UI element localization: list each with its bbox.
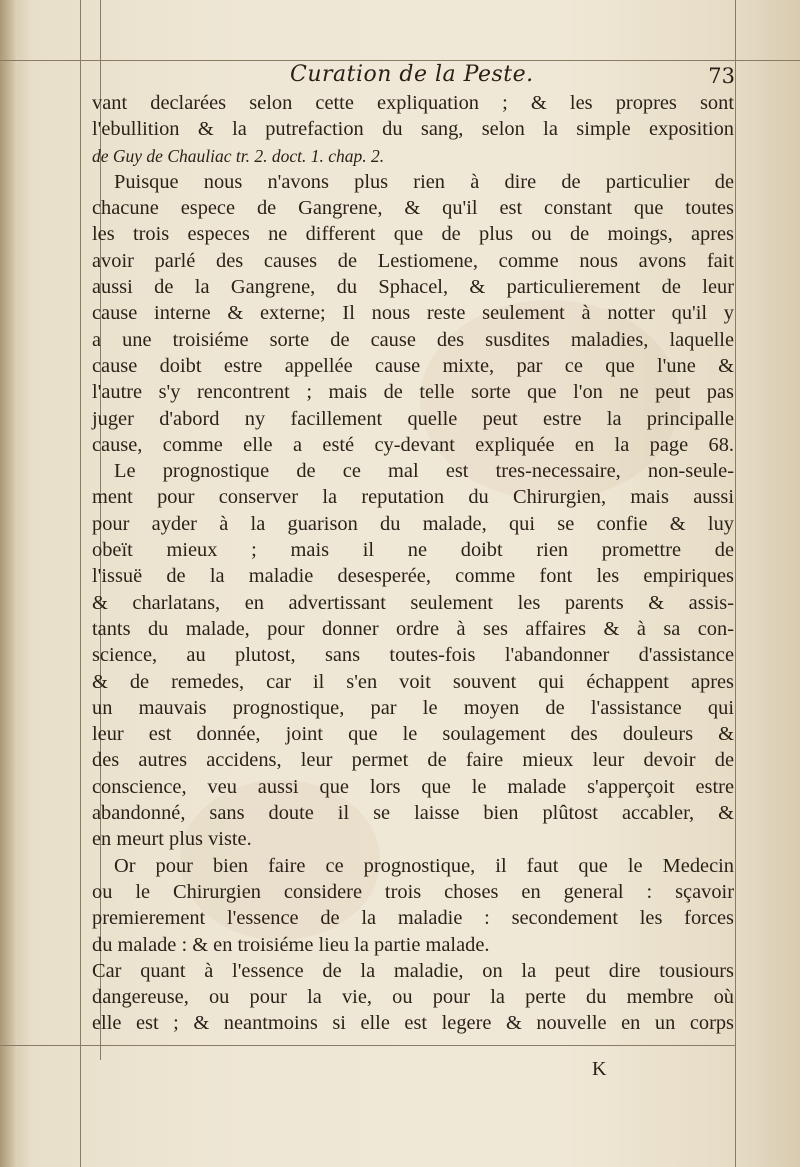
frame-rule-left [80,0,81,1167]
text-line: premierement l'essence de la maladie : secondement les forces [92,907,734,930]
text-line: l'autre s'y rencontrent ; mais de telle sorte que l'on ne peut pas [92,381,734,404]
text-line: & de remedes, car il s'en voit souvent qui échappent apres [92,670,734,693]
text-line: leur est donnée, joint que le soulagement des douleurs & [92,723,734,746]
text-line: chacune espece de Gangrene, & qu'il est constant que toutes [92,197,734,220]
text-line: un mauvais prognostique, par le moyen de l'assistance qui [92,696,734,719]
book-spine [0,0,18,1167]
text-line: du malade : & en troisiéme lieu la partie malade. [92,933,490,956]
text-line: conscience, veu aussi que lors que le malade s'apperçoit estre [92,775,734,798]
text-line: l'ebullition & la putrefaction du sang, selon la simple exposition [92,118,734,141]
text-line: pour ayder à la guarison du malade, qui se confie & luy [92,512,734,535]
text-line: obeït mieux ; mais il ne doibt rien promettre de [92,539,734,562]
text-line: vant declarées selon cette expliquation ; & les propres sont [92,92,734,114]
frame-rule-bottom [0,1045,735,1046]
body-text [92,90,734,1037]
text-line: cause interne & externe; Il nous reste seulement à notter qu'il y [92,302,734,325]
text-line: avoir parlé des causes de Lestiomene, comme nous avons fait [92,249,734,272]
text-line: cause, comme elle a esté cy-devant expliquée en la page 68. [92,433,734,456]
text-line: Le prognostique de ce mal est tres-necessaire, non-seule- [114,460,734,483]
text-line: en meurt plus viste. [92,828,252,851]
signature-mark: K [592,1058,607,1080]
text-line: tants du malade, pour donner ordre à ses affaires & à sa con- [92,617,734,640]
text-line: & charlatans, en advertissant seulement les parents & assis- [92,591,734,614]
text-line: elle est ; & neantmoins si elle est legere & nouvelle en un corps [92,1012,734,1035]
text-line: abandonné, sans doute il se laisse bien plûtost accabler, & [92,802,734,825]
text-line: a une troisiéme sorte de cause des susdites maladies, laquelle [92,328,734,351]
text-line: Car quant à l'essence de la maladie, on la peut dire tousiours [92,959,734,982]
text-line: science, au plutost, sans toutes-fois l'abandonner d'assistance [92,644,734,667]
text-line: ou le Chirurgien considere trois choses en general : sçavoir [92,880,734,903]
page-number: 73 [708,64,735,88]
frame-rule-right [735,0,736,1167]
text-line: les trois especes ne different que de plus ou de moings, apres [92,223,734,246]
text-line: juger d'abord ny facillement quelle peut estre la principalle [92,407,734,430]
text-line: cause doibt estre appellée cause mixte, par ce que l'une & [92,354,734,377]
text-line: ment pour conserver la reputation du Chirurgien, mais aussi [92,486,734,509]
text-line: Puisque nous n'avons plus rien à dire de particulier de [114,170,734,193]
text-line: dangereuse, ou pour la vie, ou pour la perte du membre où [92,986,734,1009]
text-line: Or pour bien faire ce prognostique, il faut que le Medecin [114,854,734,877]
text-line: l'issuë de la maladie desesperée, comme font les empiriques [92,565,734,588]
text-line: des autres accidens, leur permet de faire mieux leur devoir de [92,749,734,772]
text-line: de Guy de Chauliac tr. 2. doct. 1. chap. 2. [92,145,385,166]
text-line: aussi de la Gangrene, du Sphacel, & particulierement de leur [92,276,734,299]
running-title: Curation de la Peste. [290,62,534,87]
